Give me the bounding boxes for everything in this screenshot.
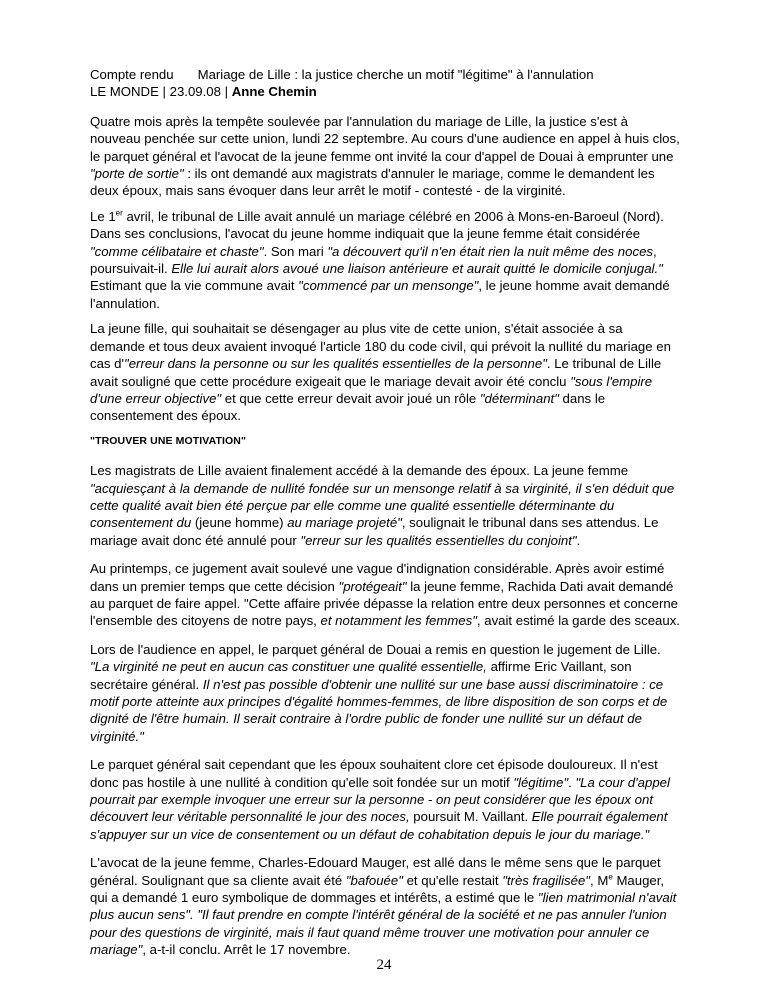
article — [90, 66, 680, 970]
paragraph-3: La jeune fille, qui souhaitait se désengager au plus vite de cette union, s'était associée à sa demande et tous deux avaient invoqué l'article 180 du code civil, qui prévoit la nullité du mariage en cas d'"erreur dans la personne ou sur les qualités essentielles de la personne". Le tribunal de Lille avait souligné que cette procédure exigeait que le mariage devait avoir été conclu "sous l'empire d'une erreur objective" et que cette erreur devait avoir joué un rôle "déterminant" dans le consentement des époux. — [90, 321, 671, 424]
paragraph-7: Le parquet général sait cependant que les époux souhaitent clore cet épisode douloureux. Il n'est donc pas hostile à une nullité à condition qu'elle soit fondée sur un motif "légitime". "La cour d'appel pourrait par exemple invoquer une erreur sur la personne - on peut considérer que les époux ont découvert leur véritable personnalité le jour des noces, poursuit M. Vaillant. Elle pourrait également s'appuyer sur un vice de consentement ou un défaut de cohabitation depuis le jour du mariage." — [90, 757, 670, 842]
paragraph-2: Le 1er avril, le tribunal de Lille avait annulé un mariage célébré en 2006 à Mons-en-Baroeul (Nord). Dans ses conclusions, l'avocat du jeune homme indiquait que la jeune femme était considérée "comme célibataire et chaste". Son mari "a découvert qu'il n'en était rien la nuit même des noces, poursuivait-il. Elle lui aurait alors avoué une liaison antérieure et aurait quitté le domicile conjugal." Estimant que la vie commune avait "commencé par un mensonge", le jeune homme avait demandé l'annulation. — [90, 208, 670, 311]
byline — [90, 83, 680, 100]
paragraph-5: Au printemps, ce jugement avait soulevé une vague d'indignation considérable. Après avoir estimé dans un premier temps que cette décision "protégeait" la jeune femme, Rachida Dati avait demandé au parquet de faire appel. "Cette affaire privée dépasse la relation entre deux personnes et concerne l'ensemble des citoyens de notre pays, et notamment les femmes", avait estimé la garde des sceaux. — [90, 561, 680, 629]
section-subheading: "TROUVER UNE MOTIVATION" — [90, 434, 247, 447]
article-title: Mariage de Lille : la justice cherche un motif "légitime" à l'annulation — [197, 67, 594, 82]
author: Anne Chemin — [231, 84, 317, 100]
source-date: LE MONDE | 23.09.08 | — [90, 84, 232, 100]
paragraph-4: Les magistrats de Lille avaient finalement accédé à la demande des époux. La jeune femme "acquiesçant à la demande de nullité fondée sur un mensonge relatif à sa virginité, il s'en déduit que cette qualité avait bien été perçue par elle comme une qualité essentielle déterminante du consentement du (jeune homme) au mariage projeté", soulignait le tribunal dans ses attendus. Le mariage avait donc été annulé pour "erreur sur les qualités essentielles du conjoint". — [90, 463, 675, 548]
page-number: 24 — [376, 957, 392, 973]
paragraph-1: Quatre mois après la tempête soulevée par l'annulation du mariage de Lille, la justice s'est à nouveau penchée sur cette union, lundi 22 septembre. Au cours d'une audience en appel à huis clos, le parquet général et l'avocat de la jeune femme ont invité la cour d'appel de Douai à emprunter une "porte de sortie" : ils ont demandé aux magistrats d'annuler le mariage, comme le demandent les deux époux, mais sans évoquer dans leur arrêt le motif - contesté - de la virginité. — [90, 113, 680, 199]
header-label: Compte rendu — [90, 67, 174, 82]
paragraph-8: L'avocat de la jeune femme, Charles-Edouard Mauger, est allé dans le même sens que le parquet général. Soulignant que sa cliente avait été "bafouée" et qu'elle restait "très fragilisée", Me Mauger, qui a demandé 1 euro symbolique de dommages et intérêts, a estimé que le "lien matrimonial n'avait plus aucun sens". "Il faut prendre en compte l'intérêt général de la société et ne pas annuler l'union pour des questions de virginité, mais il faut quand même trouver une motivation pour annuler ce mariage", a-t-il conclu. Arrêt le 17 novembre. — [90, 855, 677, 958]
paragraph-6: Lors de l'audience en appel, le parquet général de Douai a remis en question le jugement de Lille. "La virginité ne peut en aucun cas constituer une qualité essentielle, affirme Eric Vaillant, son secrétaire général. Il n'est pas possible d'obtenir une nullité sur une base aussi discriminatoire : ce motif porte atteinte aux principes d'égalité hommes-femmes, de libre disposition de son corps et de dignité de l'être humain. Il serait contraire à l'ordre public de fonder une nullité sur un défaut de virginité." — [90, 641, 668, 744]
article-header — [90, 66, 680, 83]
